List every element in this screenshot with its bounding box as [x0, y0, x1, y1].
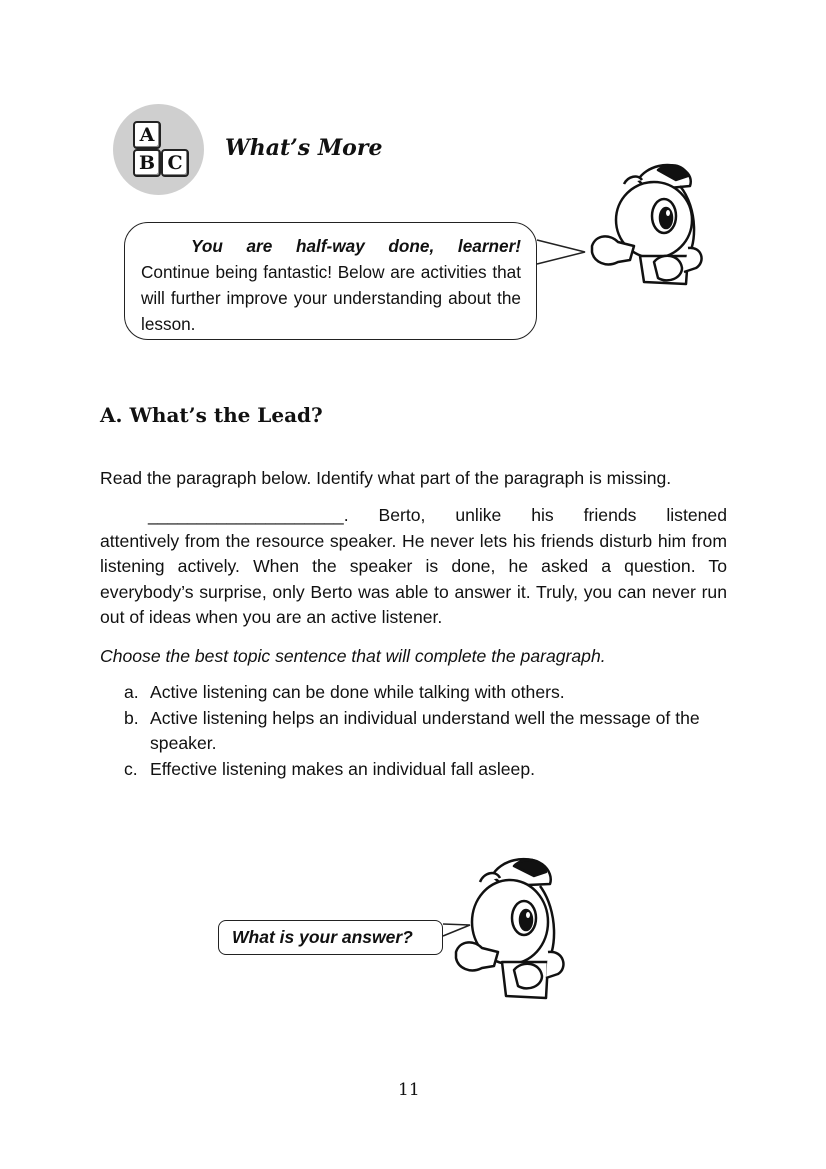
block-b: B: [133, 149, 161, 177]
option-a[interactable]: [124, 680, 728, 706]
option-letter: b.: [124, 707, 139, 728]
option-b[interactable]: [124, 706, 728, 757]
option-text: Active listening can be done while talking with others.: [150, 682, 565, 702]
activity-instruction: Read the paragraph below. Identify what part of the paragraph is missing.: [100, 468, 672, 488]
block-c: C: [161, 149, 189, 177]
option-text: Active listening helps an individual understand well the message of the speaker.: [150, 707, 700, 753]
mascot-character-icon: [452, 852, 572, 1002]
activity-heading: A. What’s the Lead?: [100, 403, 323, 427]
reading-paragraph: [100, 503, 727, 631]
option-text: Effective listening makes an individual fall asleep.: [150, 758, 536, 779]
option-c[interactable]: [124, 757, 728, 783]
option-letter: a.: [124, 682, 139, 702]
intro-body: Continue being fantastic! Below are activities that will further improve your understanding about the lesson.: [141, 262, 521, 334]
option-letter: c.: [124, 758, 138, 779]
options-list: [124, 680, 728, 782]
answer-blank: ____________________.: [148, 505, 349, 525]
block-a: A: [133, 121, 161, 149]
paragraph-body: attentively from the resource speaker. He never lets his friends disturb him from listening actively. When the speaker is done, he asked a question. To everybody’s surprise, only Berto was able to answer it. Truly, you can never run out of ideas when you are an active listener.: [100, 530, 727, 627]
mascot-character-icon: [588, 158, 708, 288]
paragraph-first-line: ____________________. Berto, unlike his friends listened: [148, 505, 727, 525]
section-title: What’s More: [225, 135, 383, 161]
page-number: 11: [398, 1080, 420, 1100]
intro-lead: You are half-way done, learner!: [191, 236, 521, 256]
choice-prompt: Choose the best topic sentence that will complete the paragraph.: [100, 646, 606, 666]
answer-prompt: What is your answer?: [232, 927, 413, 947]
speech-bubble-tail-icon: [530, 230, 592, 280]
abc-blocks-icon: [113, 104, 204, 195]
intro-bubble-text: [141, 233, 521, 337]
